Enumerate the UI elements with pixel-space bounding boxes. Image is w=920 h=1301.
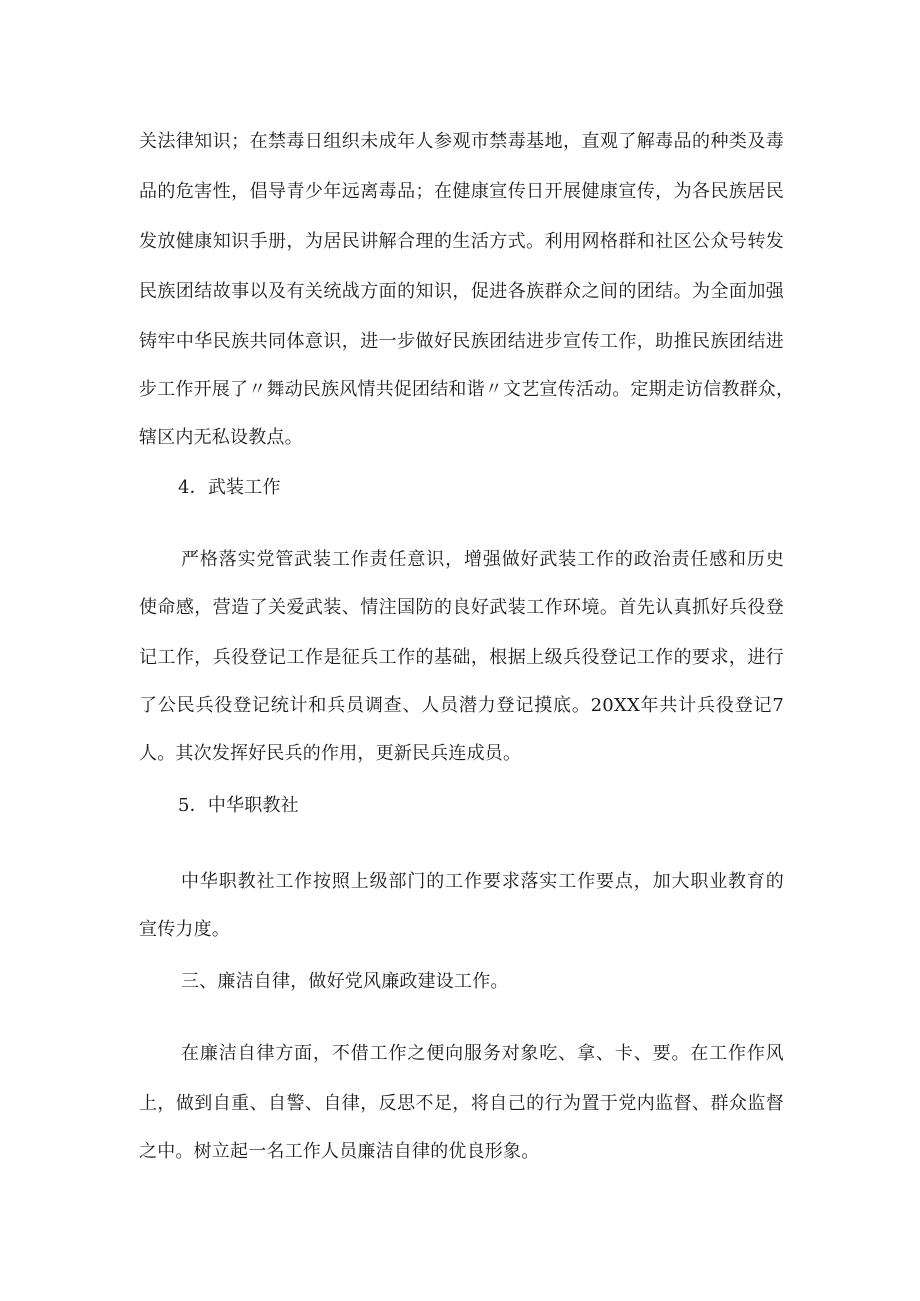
section-heading-5: 5．中华职教社 xyxy=(178,795,299,816)
paragraph-1-line-5: 铸牢中华民族共同体意识，进一步做好民族团结进步宣传工作，助推民族团结进 xyxy=(139,331,784,352)
paragraph-4-line-1: 在廉洁自律方面，不借工作之便向服务对象吃、拿、卡、要。在工作作风 xyxy=(181,1043,784,1064)
section-heading-three: 三、廉洁自律，做好党风廉政建设工作。 xyxy=(181,971,509,992)
paragraph-3-line-2: 宣传力度。 xyxy=(139,919,230,940)
paragraph-1-line-6: 步工作开展了〃舞动民族风情共促团结和谐〃文艺宣传活动。定期走访信教群众， xyxy=(139,379,795,400)
paragraph-1-line-1: 关法律知识；在禁毒日组织未成年人参观市禁毒基地，直观了解毒品的种类及毒 xyxy=(139,131,784,152)
paragraph-2-line-5: 人。其次发挥好民兵的作用，更新民兵连成员。 xyxy=(139,743,522,764)
paragraph-2-line-3: 记工作，兵役登记工作是征兵工作的基础，根据上级兵役登记工作的要求，进行 xyxy=(139,647,784,668)
paragraph-2-line-2: 使命感，营造了关爱武装、情注国防的良好武装工作环境。首先认真抓好兵役登 xyxy=(139,597,784,618)
paragraph-1-line-2: 品的危害性，倡导青少年远离毒品；在健康宣传日开展健康宣传，为各民族居民 xyxy=(139,181,784,202)
section-heading-4: 4．武装工作 xyxy=(178,477,281,498)
paragraph-2-line-4: 了公民兵役登记统计和兵员调查、人员潜力登记摸底。20XX年共计兵役登记7 xyxy=(139,695,784,716)
paragraph-2-line-1: 严格落实党管武装工作责任意识，增强做好武装工作的政治责任感和历史 xyxy=(181,549,784,570)
paragraph-4-line-3: 之中。树立起一名工作人员廉洁自律的优良形象。 xyxy=(139,1141,540,1162)
paragraph-4-line-2: 上，做到自重、自警、自律，反思不足，将自己的行为置于党内监督、群众监督 xyxy=(139,1093,784,1114)
paragraph-3-line-1: 中华职教社工作按照上级部门的工作要求落实工作要点，加大职业教育的 xyxy=(181,871,784,892)
paragraph-1-line-7: 辖区内无私设教点。 xyxy=(139,427,303,448)
paragraph-1-line-4: 民族团结故事以及有关统战方面的知识，促进各族群众之间的团结。为全面加强 xyxy=(139,281,784,302)
paragraph-1-line-3: 发放健康知识手册，为居民讲解合理的生活方式。利用网格群和社区公众号转发 xyxy=(139,231,784,252)
